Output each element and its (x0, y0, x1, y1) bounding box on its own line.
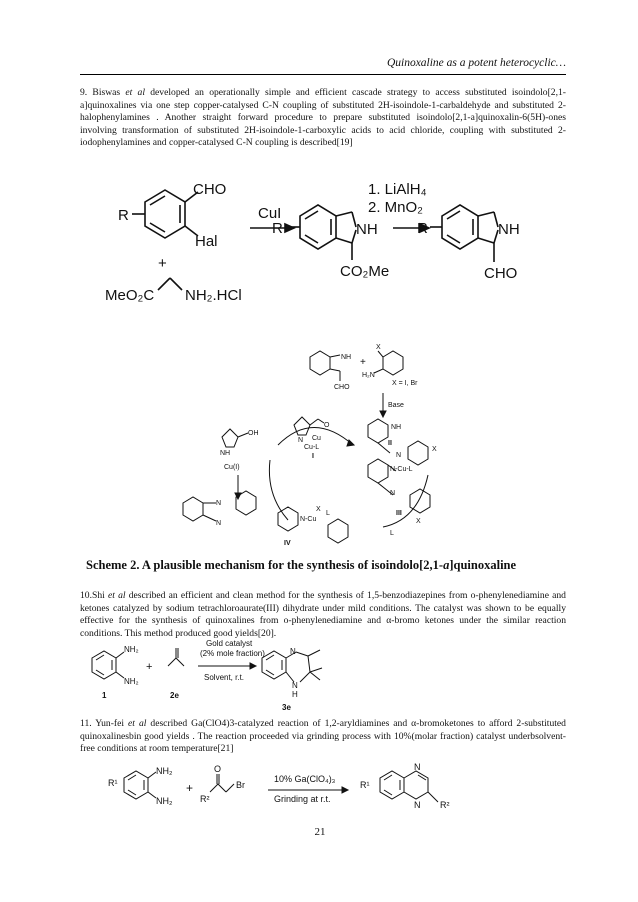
s2-cat-cul: Cu-L (304, 444, 320, 451)
s3-plus: + (146, 661, 153, 673)
catalyst-cui-label: CuI (258, 205, 282, 222)
caption-text: . A plausible mechanism for the synthesis of isoindolo[2,1- (136, 558, 444, 572)
s2-l-leave: L (390, 530, 394, 537)
int-nh-label: NH (356, 221, 378, 238)
s4-prod-r1: R¹ (360, 780, 370, 790)
s2-int4-x: X (316, 506, 321, 513)
scheme3-reaction (82, 638, 342, 720)
sm-cho-label: CHO (193, 181, 227, 198)
s3-label-2e: 2e (170, 691, 179, 700)
scheme2-mechanism (178, 345, 478, 555)
s3-label-3e: 3e (282, 703, 291, 712)
para9-text: developed an operationally simple and efficient cascade strategy to access substituted isoindolo[2,1-a]quinoxalines via one step copper-catalysed C-N coupling of substituted 2H-isoindole-1-carbaldehyde and substituted 2-halophenylamines . Another straight forward procedure to prepare substituted isoindolo[2,1-a]quinoxalin-6(5H)-ones involving transformation of substituted 2H-isoindole-1-carboxylic acids to acid chloride, coupling with substituted 2-iodophenylamines and copper-catalysed C-N coupling is described[19] (80, 87, 566, 149)
step1-label: 1. LiAlH₄ (368, 181, 427, 198)
page-number: 21 (314, 826, 326, 838)
sm-benzene-ring (145, 190, 185, 238)
s2-prod-n1: N (216, 500, 222, 507)
s2-int4-ncu: N-Cu (300, 516, 317, 523)
s2-label-i: I (312, 453, 314, 460)
s2-int3-x: X (416, 518, 421, 525)
s2-cat-n: N (298, 437, 304, 444)
s2-proline-oh: OH (248, 430, 259, 437)
para11-lead: 11. Yun-fei (80, 718, 129, 729)
s4-prod-n1: N (414, 762, 421, 772)
paragraph-11 (80, 718, 566, 756)
scheme1-plus: + (158, 255, 167, 272)
s2-proline-nh: NH (220, 450, 231, 457)
sm-r-label: R (118, 207, 129, 224)
step2-label: 2. MnO₂ (368, 199, 424, 216)
para10-text: described an efficient and clean method for the synthesis of 1,5-benzodiazepines from o-phenylenediamine and ketones catalyzed by sodium tetrachloroaurate(III) dihydrate under mild conditions. The catalyst was shown to be equally effective for the synthesis of quinoxalines from o-phenylenediamine and α-bromo ketones under the similar reaction conditions. This method produced good yields[20]. (80, 590, 566, 639)
s2-sm-h2n: H₂N (362, 372, 375, 379)
prod-r-label: R (417, 220, 428, 237)
s4-cond: Grinding at r.t. (274, 794, 331, 804)
s2-sm-x: X (376, 344, 381, 351)
s4-nh2-top: NH₂ (156, 766, 173, 776)
reagent-ester-label: MeO₂C (105, 287, 155, 304)
reagent-amine-label: NH₂.HCl (185, 287, 242, 304)
s3-prod-nh-n: N (292, 681, 298, 690)
s2-x-def: X = I, Br (392, 380, 418, 387)
s3-label-1: 1 (102, 691, 107, 700)
s3-nh2-top: NH₂ (124, 645, 139, 654)
s4-o: O (214, 764, 222, 774)
sm-hal-label: Hal (195, 233, 218, 250)
s2-int2-nh: NH (391, 424, 402, 431)
s3-prod-nh-h: H (292, 690, 298, 699)
s3-nh2-bot: NH₂ (124, 677, 139, 686)
s2-label-iii: III (396, 510, 402, 517)
para10-lead: 10.Shi (80, 590, 108, 601)
s3-cond: Solvent, r.t. (204, 673, 245, 682)
prod-cho-label: CHO (484, 265, 518, 282)
prod-nh-label: NH (498, 221, 520, 238)
s4-prod-r2: R² (440, 800, 450, 810)
scheme4-reaction (108, 762, 528, 820)
s2-int2-n: N (396, 452, 402, 459)
s4-r2: R² (200, 794, 210, 804)
s2-int2-x: X (432, 446, 437, 453)
caption-italic: a (443, 558, 450, 572)
paragraph-10 (80, 590, 566, 640)
s2-base: Base (388, 402, 404, 409)
s2-sm-cho: CHO (334, 384, 350, 391)
header-rule (80, 74, 566, 75)
para9-lead: 9. Biswas (80, 87, 126, 98)
s2-cat-cu: Cu (312, 435, 321, 442)
scheme1-reaction (100, 172, 570, 312)
s2-label-ii: II (388, 440, 392, 447)
s3-cat1: Gold catalyst (206, 639, 253, 648)
s2-int3-n: N (390, 490, 396, 497)
s4-prod-n2: N (414, 800, 421, 810)
s2-int4-l: L (326, 510, 330, 517)
para10-etal: et al (107, 590, 126, 601)
s3-prod-n: N (290, 647, 296, 656)
para9-etal: et al (125, 87, 146, 98)
s2-cu-i: Cu(I) (224, 464, 240, 471)
int-ester-label: CO₂Me (340, 263, 390, 280)
caption-bold: Scheme 2 (86, 558, 137, 572)
s2-sm-nh: NH (341, 354, 352, 361)
s4-br: Br (236, 780, 245, 790)
s2-plus: + (360, 357, 366, 368)
running-header: Quinoxaline as a potent heterocyclic… (386, 57, 566, 69)
caption-end: ]quinoxaline (449, 558, 517, 572)
s2-int3-ncul: N-Cu-L (390, 466, 413, 473)
s4-plus: + (186, 781, 194, 795)
para11-etal: et al (128, 718, 147, 729)
scheme2-caption (86, 558, 566, 573)
para11-text: described Ga(ClO4)3-catalyzed reaction of 1,2-aryldiamines and α-bromoketones to afford 2-substituted quinoxalinesbin good yields . The reaction proceeded via grinding process with 10%(molar fraction) catalyst underbsolvent-free conditions at room temperature[21] (80, 718, 566, 755)
s2-cat-o: O (324, 422, 330, 429)
s3-cat2: (2% mole fraction) (200, 649, 265, 658)
int-r-label: R (272, 220, 283, 237)
s4-cat: 10% Ga(ClO₄)₃ (274, 774, 336, 784)
paragraph-9 (80, 87, 566, 150)
s4-r1: R¹ (108, 778, 118, 788)
s2-prod-n2: N (216, 520, 222, 527)
s2-label-iv: IV (284, 540, 291, 547)
s4-nh2-bot: NH₂ (156, 796, 173, 806)
